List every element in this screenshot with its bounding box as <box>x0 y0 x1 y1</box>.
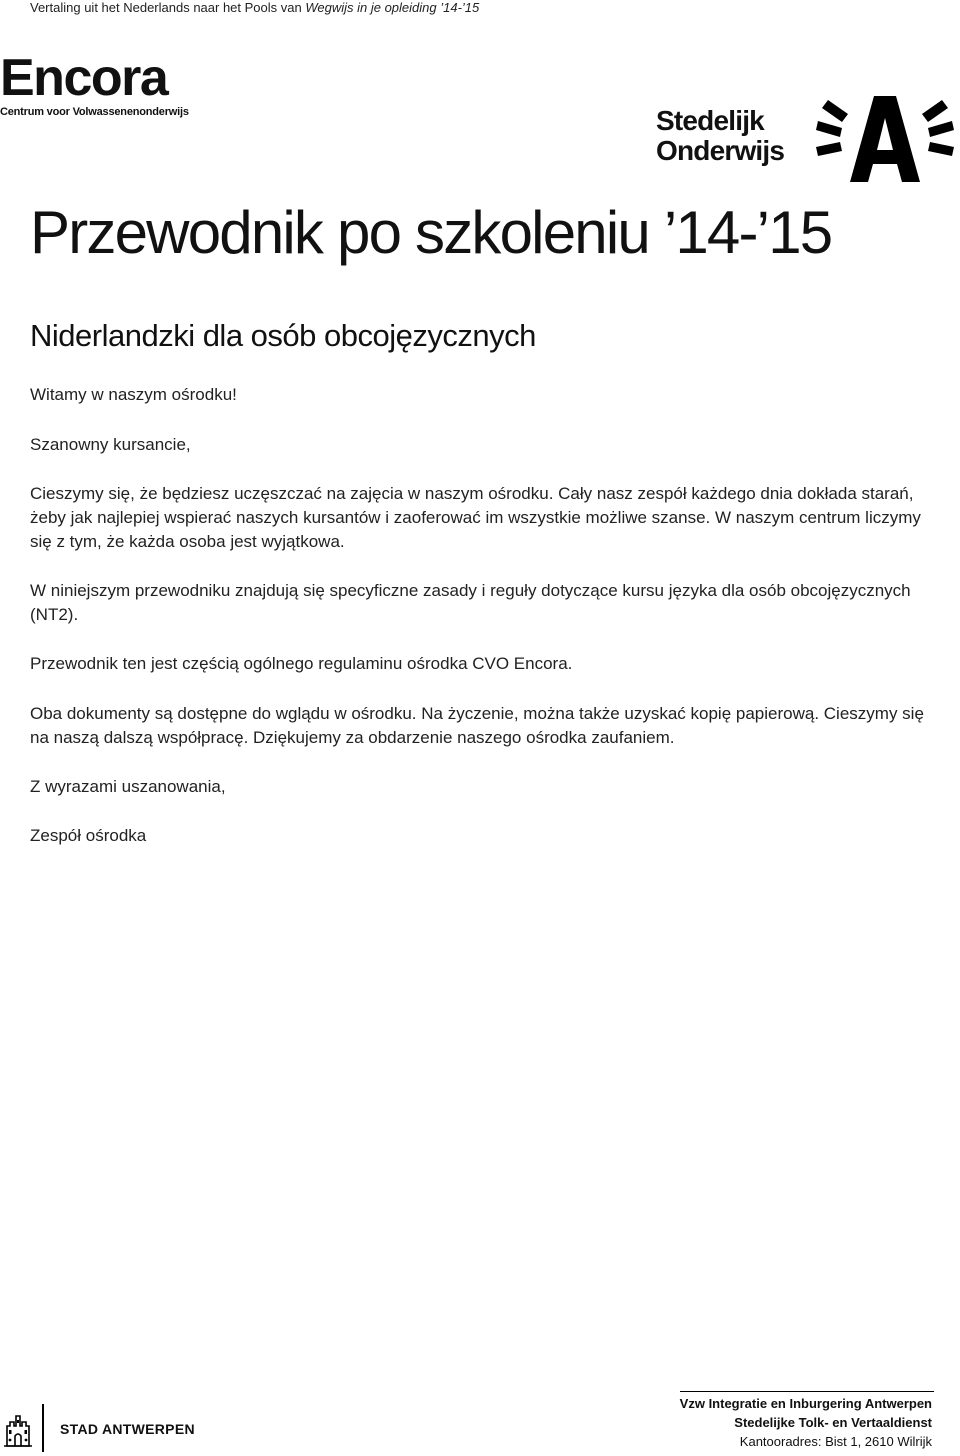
stedelijk-logo-line2: Onderwijs <box>656 135 785 166</box>
documents-paragraph: Oba dokumenty są dostępne do wglądu w ośrodku. Na życzenie, można także uzyskać kopię papierową. Cieszymy się na naszą dalszą współpracę. Dziękujemy za obdarzenie naszego ośrodka zaufaniem. <box>30 704 924 747</box>
stedelijk-logo-line1: Stedelijk <box>656 105 764 136</box>
document-title: Przewodnik po szkoleniu ’14-’15 <box>30 199 832 266</box>
footer-office-address: Kantooradres: Bist 1, 2610 Wilrijk <box>739 1434 932 1449</box>
encora-logo-name: Encora <box>0 49 168 107</box>
footer-address <box>680 1394 932 1451</box>
regulation-paragraph: Przewodnik ten jest częścią ogólnego regulaminu ośrodka CVO Encora. <box>30 654 573 673</box>
signature-paragraph: Zespół ośrodka <box>30 826 147 845</box>
guide-paragraph: W niniejszym przewodniku znajdują się specyficzne zasady i reguły dotyczące kursu języka dla osób obcojęzycznych (NT2). <box>30 581 911 624</box>
translation-note-text: Vertaling uit het Nederlands naar het Pools van <box>30 0 306 15</box>
castle-icon <box>2 1410 34 1450</box>
closing-paragraph: Z wyrazami uszanowania, <box>30 777 226 796</box>
antwerp-a-logo-icon <box>812 92 958 184</box>
encora-logo-subtitle: Centrum voor Volwassenenonderwijs <box>0 106 189 118</box>
greeting-paragraph: Szanowny kursancie, <box>30 435 191 454</box>
document-subtitle: Niderlandzki dla osób obcojęzycznych <box>30 318 536 353</box>
intro-paragraph: Cieszymy się, że będziesz uczęszczać na zajęcia w naszym ośrodku. Cały nasz zespół każdego dnia dokłada starań, żeby jak najlepiej wspierać naszych kursantów i zaoferować im wszystkie możliwe szanse. W naszym centrum liczymy się z tym, że każda osoba jest wyjątkowa. <box>30 484 921 551</box>
footer-divider <box>680 1391 934 1392</box>
translation-note <box>30 0 479 15</box>
stad-antwerpen-logo: STAD ANTWERPEN <box>60 1421 195 1437</box>
translation-note-source-title: Wegwijs in je opleiding ’14-’15 <box>305 0 480 15</box>
footer-department: Stedelijke Tolk- en Vertaaldienst <box>734 1415 932 1430</box>
stedelijk-onderwijs-logo <box>656 106 784 166</box>
footer-organisation: Vzw Integratie en Inburgering Antwerpen <box>679 1396 932 1411</box>
encora-logo <box>0 49 189 118</box>
footer-vertical-divider <box>42 1404 44 1452</box>
welcome-paragraph: Witamy w naszym ośrodku! <box>30 385 237 404</box>
